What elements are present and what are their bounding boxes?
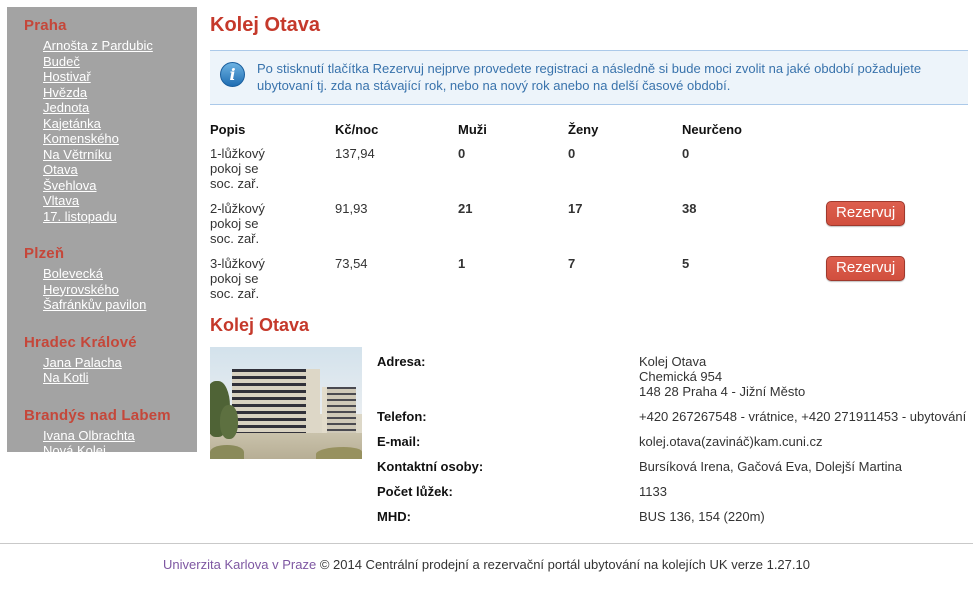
dormitory-photo: [210, 347, 362, 459]
room-action-cell: [826, 256, 968, 311]
detail-field-value: [639, 459, 968, 474]
city-group: [7, 407, 197, 459]
sidebar-dorm-link[interactable]: Komenského: [43, 131, 119, 146]
detail-field-label: Kontaktní osoby:: [377, 459, 484, 474]
photo-side-building: [322, 387, 356, 433]
rezervuj-button[interactable]: Rezervuj: [826, 256, 905, 281]
room-popis: 1-lůžkový pokoj se soc. zař.: [210, 146, 265, 191]
room-row: [210, 146, 968, 201]
header-popis: Popis: [210, 122, 246, 137]
detail-field: [377, 354, 968, 399]
city-links: [7, 266, 197, 313]
detail-value-line: +420 267267548 - vrátnice, +420 271911453 - ubytování: [639, 409, 967, 424]
page-footer: [0, 543, 973, 572]
detail-value-line: BUS 136, 154 (220m): [639, 509, 765, 524]
footer-copyright: © 2014 Centrální prodejní a rezervační portál ubytování na kolejích UK verze 1.27.10: [319, 557, 810, 572]
rooms-table-header: [210, 122, 968, 146]
header-neurceno: Neurčeno: [682, 122, 742, 137]
header-kc-noc: Kč/noc: [335, 122, 379, 137]
detail-field-value: [639, 484, 968, 499]
detail-field: [377, 509, 968, 524]
detail-field: [377, 459, 968, 474]
sidebar-dorm-link[interactable]: Otava: [43, 162, 78, 177]
room-zeny-count: 0: [568, 146, 576, 161]
info-icon: i: [220, 62, 245, 87]
sidebar-dorm-link[interactable]: 17. listopadu: [43, 208, 117, 224]
sidebar-dorm-link[interactable]: Šafránkův pavilon: [43, 297, 147, 312]
sidebar-dorm-link[interactable]: Budeč: [43, 53, 80, 69]
room-neurceno-count: 5: [682, 256, 690, 271]
sidebar-dorm-link[interactable]: Kajetánka: [43, 115, 101, 131]
sidebar-dorm-link[interactable]: Arnošta z Pardubic: [43, 38, 153, 53]
detail-field-label: MHD:: [377, 509, 411, 524]
city-group: [7, 17, 197, 224]
detail-field-value: [639, 509, 968, 524]
room-row: [210, 201, 968, 256]
university-link[interactable]: Univerzita Karlova v Praze: [163, 557, 317, 572]
detail-field: [377, 484, 968, 499]
main-content: [210, 0, 968, 534]
room-price: 137,94: [335, 146, 375, 161]
room-price: 91,93: [335, 201, 368, 216]
room-zeny-count: 7: [568, 256, 576, 271]
detail-field-value: [639, 434, 968, 449]
room-muzi-count: 21: [458, 201, 473, 216]
detail-value-line: Bursíková Irena, Gačová Eva, Dolejší Martina: [639, 459, 903, 474]
detail-value-line: kolej.otava(zavináč)kam.cuni.cz: [639, 434, 823, 449]
city-heading: Hradec Králové: [24, 333, 137, 351]
detail-field-value: [639, 409, 968, 424]
rezervuj-button[interactable]: Rezervuj: [826, 201, 905, 226]
sidebar-dorm-link[interactable]: Jednota: [43, 100, 90, 115]
photo-grass: [316, 447, 362, 459]
room-action-cell: [826, 201, 968, 256]
city-heading: Brandýs nad Labem: [24, 406, 171, 424]
detail-field-value: [639, 354, 968, 399]
city-heading: Plzeň: [24, 245, 65, 262]
photo-main-building: [232, 369, 320, 433]
city-links: [7, 428, 197, 459]
detail-field-label: Adresa:: [377, 354, 426, 369]
room-row: [210, 256, 968, 311]
room-popis: 3-lůžkový pokoj se soc. zař.: [210, 256, 265, 301]
detail-fields: [377, 347, 968, 534]
sidebar-dorm-link[interactable]: Vltava: [43, 193, 80, 208]
dorm-detail-title: Kolej Otava: [210, 315, 310, 335]
city-heading: Praha: [24, 17, 67, 34]
detail-value-line: 148 28 Praha 4 - Jižní Město: [639, 384, 806, 399]
sidebar-dorm-link[interactable]: Nová Kolej: [43, 443, 106, 458]
room-popis: 2-lůžkový pokoj se soc. zař.: [210, 201, 265, 246]
room-price: 73,54: [335, 256, 368, 271]
room-muzi-count: 0: [458, 146, 466, 161]
sidebar-dorm-link[interactable]: Na Větrníku: [43, 146, 112, 162]
sidebar-dorm-link[interactable]: Hvězda: [43, 84, 88, 100]
sidebar-dorm-link[interactable]: Bolevecká: [43, 266, 103, 281]
detail-field-label: Telefon:: [377, 409, 427, 424]
rooms-table: [210, 122, 968, 311]
city-links: [7, 355, 197, 386]
header-zeny: Ženy: [568, 122, 599, 137]
room-zeny-count: 17: [568, 201, 583, 216]
room-action-cell: [826, 146, 968, 201]
info-box-text: Po stisknutí tlačítka Rezervuj nejprve provedete registraci a následně si bude moci zvolit na jaké období požadujete ubytovaní tj. zda na stávající rok, nebo na nový rok anebo na delší časové období.: [257, 61, 922, 93]
detail-field-label: E-mail:: [377, 434, 421, 449]
room-neurceno-count: 0: [682, 146, 690, 161]
header-muzi: Muži: [458, 122, 487, 137]
detail-field-label: Počet lůžek:: [377, 484, 453, 499]
detail-value-line: 1133: [639, 484, 667, 499]
sidebar-dorm-link[interactable]: Heyrovského: [43, 281, 119, 297]
sidebar-dorm-link[interactable]: Švehlova: [43, 177, 97, 193]
dorm-sidebar: [7, 7, 197, 458]
sidebar-dorm-link[interactable]: Jana Palacha: [43, 354, 122, 370]
info-box: [210, 50, 968, 105]
page-title: Kolej Otava: [210, 14, 321, 36]
detail-field: [377, 409, 968, 424]
detail-value-line: Chemická 954: [639, 369, 723, 384]
header-actions: [826, 122, 968, 146]
dorm-details: [210, 347, 968, 534]
room-neurceno-count: 38: [682, 201, 697, 216]
city-group: [7, 245, 197, 313]
photo-tree: [220, 405, 238, 439]
room-muzi-count: 1: [458, 256, 466, 271]
detail-field: [377, 434, 968, 449]
photo-grass: [210, 445, 244, 459]
sidebar-dorm-link[interactable]: Hostivař: [43, 69, 91, 84]
sidebar-dorm-link[interactable]: Ivana Olbrachta: [43, 427, 135, 443]
city-links: [7, 38, 197, 224]
detail-value-line: Kolej Otava: [639, 354, 707, 369]
sidebar-dorm-link[interactable]: Na Kotli: [43, 370, 89, 385]
city-group: [7, 334, 197, 386]
